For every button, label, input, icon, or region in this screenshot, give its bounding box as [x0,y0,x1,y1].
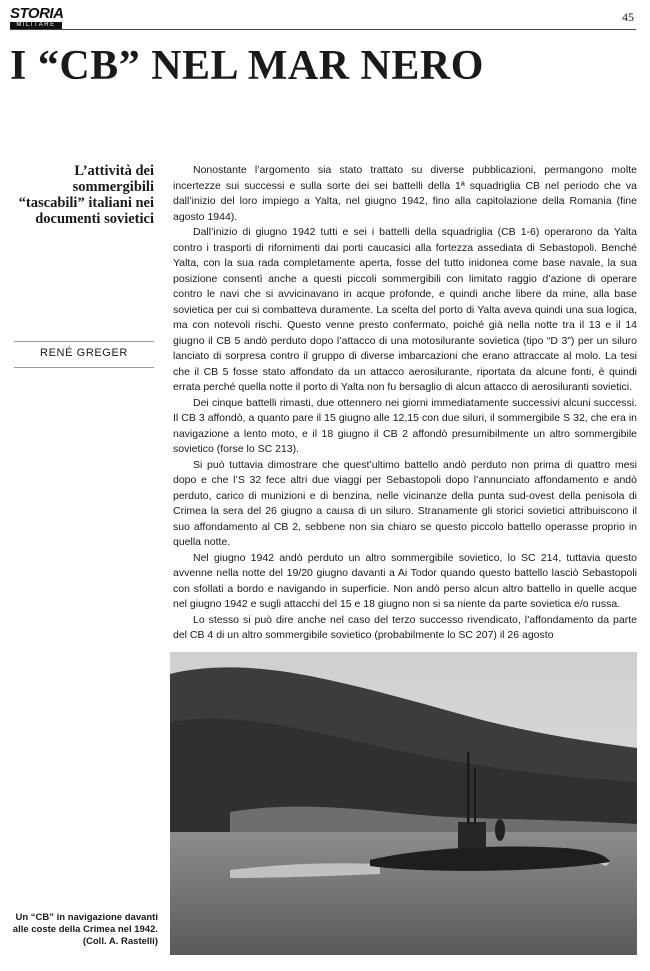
photo-caption [10,912,158,948]
article-paragraph: Lo stesso si può dire anche nel caso del terzo successo rivendicato, l’affondamento da parte del CB 4 di un altro sommergibile sovietico (probabilmente lo SC 207) il 26 agosto [173,613,637,641]
article-paragraph: Dall’inizio di giugno 1942 tutti e sei i battelli della squadriglia (CB 1-6) operarono da Yalta contro i trasporti di rifornimenti dai porti caucasici alla fortezza assediata di Sebastopoli. Benché Yalta, con la sua rada completamente aperta, fosse del tutto inidonea come base navale, la sua posizione consentì anche a questi piccoli sommergibili con limitato raggio d’azione di operare contro le navi che si avvicinavano in acque profonde, e quindi anche libere da mine, alla base sovietica per cui si combatteva duramente. La scelta del porto di Yalta aveva quindi una sua logica, ma con notevoli rischi. Questo venne presto confermato, poiché già nella notte tra il 13 e il 14 giugno il CB 5 andò perduto dopo l’attacco di una motosilurante sovietica (tipo “D 3”) per un siluro lanciato di sorpresa contro il gruppo di diverse imbarcazioni che erano attraccate al molo. La tesi che il CB 5 fosse stato affondato da un attacco aerosilurante, riportata da alcune fonti, è quindi errata perché quella notte il porto di Yalta non fu bersaglio di alcun attacco di aerosiluranti sovietici. [173,226,637,393]
article-paragraph: Nonostante l’argomento sia stato trattato su diverse pubblicazioni, permangono molte incertezze sui successi e sulla sorte dei sei battelli della 1ª squadriglia CB nel periodo che va dall’inizio del loro impiego a Yalta, nel giugno 1942, fino alla capitolazione della Romania (fine agosto 1944). [173,164,637,223]
caption-credit: (Coll. A. Rastelli) [82,936,158,947]
article-subtitle: L’attività dei sommergibili “tascabili” italiani nei documenti sovietici [18,163,154,227]
article-paragraph: Nel giugno 1942 andò perduto un altro sommergibile sovietico, lo SC 214, tuttavia questo avvenne nella notte del 19/20 giugno davanti a Ai Todor quando questo battello lasciò Sebastopoli con sfollati a bordo e navigando in superficie. Non andò perso alcun altro battello in quelle acque nel giugno 1942 e sugli attacchi del 15 e 18 giugno non si sa niente da parte sovietica e/o russa. [173,551,637,610]
article-title: I “CB” NEL MAR NERO [10,43,484,89]
logo-main-text: STORIA [10,5,64,22]
submarine-photo [170,652,637,955]
magazine-logo [10,6,62,29]
page-number: 45 [622,10,634,24]
article-body [173,163,637,644]
header-divider [10,29,636,30]
caption-text: Un “CB” in navigazione davanti alle coste della Crimea nel 1942. [12,912,158,935]
author-divider-bottom [14,367,154,368]
article-paragraph: Dei cinque battelli rimasti, due ottennero nei giorni immediatamente successivi alcuni successi. Il CB 3 affondò, a quanto pare il 15 giugno alle 12,15 con due siluri, il sommergibile S 32, che era in navigazione a lento moto, e il 18 giugno il CB 2 affondò presumibilmente un altro sommergibile sovietico (forse lo SC 213). [173,396,637,455]
article-paragraph: Si può tuttavia dimostrare che quest’ultimo battello andò perduto non prima di quattro mesi dopo e che l’S 32 fece altri due viaggi per Sebastopoli dopo l’annunciato affondamento e andò perduto, carico di munizioni e di benzina, nelle vicinanze della punta sud-ovest della penisola di Crimea la sera del 26 giugno a causa di un siluro. Stranamente gli storici sovietici attribuiscono il suo affondamento al CB 2, sebbene non sia chiaro se questo piccolo battello operasse proprio in quella notte. [173,458,637,548]
author-name: RENÉ GREGER [40,347,128,359]
logo-sub-text: MILITARE [10,22,62,29]
author-divider-top [14,341,154,342]
